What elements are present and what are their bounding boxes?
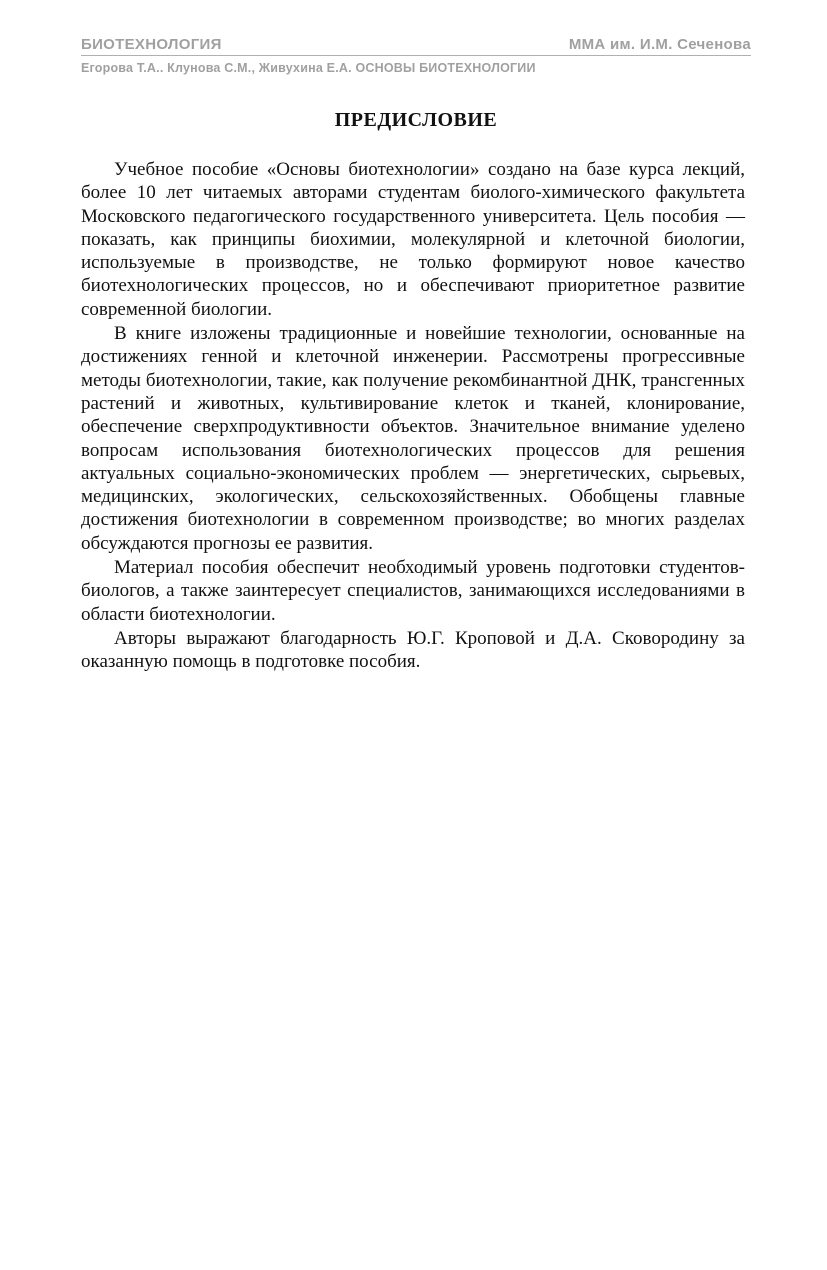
header-subject: БИОТЕХНОЛОГИЯ bbox=[81, 36, 222, 53]
header-row bbox=[81, 36, 751, 56]
paragraph: Учебное пособие «Основы биотехнологии» создано на базе курса лекций, более 10 лет читаемых авторами студентам биолого-химического факультета Московского педагогического государственного университета. Цель пособия — показать, как принципы биохимии, молекулярной и клеточной биологии, используемые в производстве, не только формируют новое качество биотехнологических процессов, но и обеспечивают приоритетное развитие современной биологии. bbox=[81, 159, 745, 320]
paragraph: Авторы выражают благодарность Ю.Г. Кроповой и Д.А. Сковородину за оказанную помощь в подготовке пособия. bbox=[81, 627, 745, 673]
paragraph: Материал пособия обеспечит необходимый уровень подготовки студентов-биологов, а также заинтересует специалистов, занимающихся исследованиями в области биотехнологии. bbox=[81, 557, 745, 625]
running-header bbox=[81, 36, 751, 75]
header-authors-title: Егорова Т.А.. Клунова С.М., Живухина Е.А. ОСНОВЫ БИОТЕХНОЛОГИИ bbox=[81, 61, 536, 75]
section-title: ПРЕДИСЛОВИЕ bbox=[334, 109, 498, 131]
preface-body bbox=[81, 158, 745, 675]
header-institution: ММА им. И.М. Сеченова bbox=[568, 36, 751, 53]
paragraph: В книге изложены традиционные и новейшие технологии, основанные на достижениях генной и клеточной инженерии. Рассмотрены прогрессивные методы биотехнологии, такие, как получение рекомбинантной ДНК, трансгенных растений и животных, культивирование клеток и тканей, клонирование, обеспечение сверхпродуктивности объектов. Значительное внимание уделено вопросам использования биотехнологических процессов для решения актуальных социально-экономических проблем — энергетических, сырьевых, медицинских, экологических, сельскохозяйственных. Обобщены главные достижения биотехнологии в современном производстве; во многих разделах обсуждаются прогнозы ее развития. bbox=[81, 323, 745, 554]
